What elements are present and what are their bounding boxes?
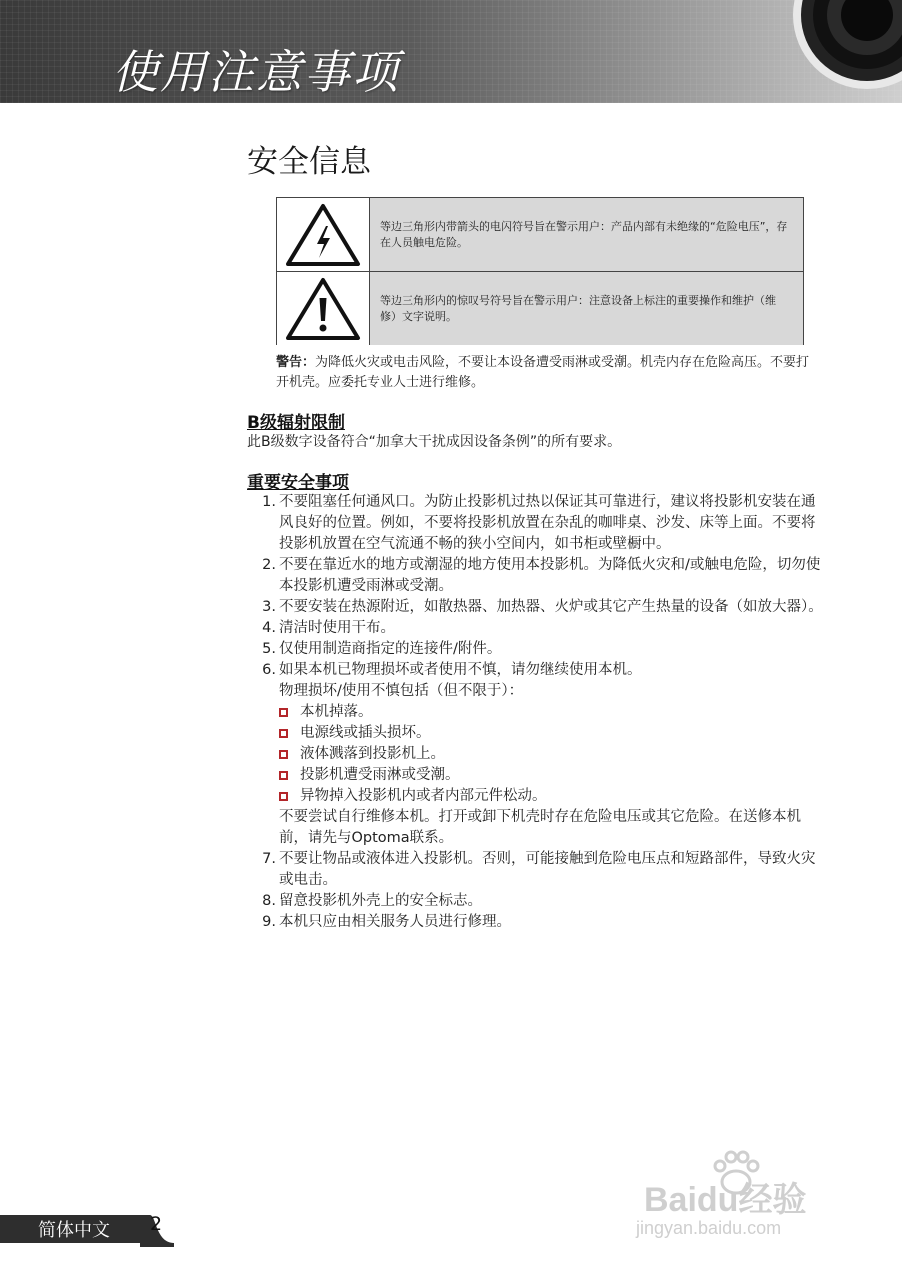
- square-bullet-icon: [279, 792, 288, 801]
- footer-language-tab: [0, 1215, 150, 1243]
- class-b-heading: B级辐射限制: [247, 413, 345, 433]
- safety-heading: 重要安全事项: [247, 473, 349, 493]
- square-bullet-icon: [279, 708, 288, 717]
- page-number: 2: [150, 1213, 163, 1235]
- list-item: 1. 不要阻塞任何通风口。为防止投影机过热以保证其可靠进行，建议将投影机安装在通风良好的位置。例如，不要将投影机放置在杂乱的咖啡桌、沙发、床等上面。不要将投影机放置在空气流通不畅的狭小空间内，如书柜或壁橱中。: [262, 494, 816, 552]
- list-item: 2. 不要在靠近水的地方或潮湿的地方使用本投影机。为降低火灾和/或触电危险，切勿使本投影机遭受雨淋或受潮。: [262, 557, 821, 594]
- warning-text: 等边三角形内带箭头的电闪符号旨在警示用户：产品内部有未绝缘的“危险电压”，存在人员触电危险。: [370, 198, 803, 271]
- header-banner: [0, 0, 902, 103]
- square-bullet-icon: [279, 750, 288, 759]
- baidu-watermark: [636, 1148, 856, 1248]
- list-item: 4. 清洁时使用干布。: [262, 620, 395, 636]
- list-subtext: 不要尝试自行维修本机。打开或卸下机壳时存在危险电压或其它危险。在送修本机前，请先与Optoma联系。: [279, 809, 801, 846]
- bullet-item: 投影机遭受雨淋或受潮。: [254, 765, 824, 786]
- warning-label: 警告：: [276, 355, 316, 370]
- warning-note: [276, 353, 821, 393]
- page-title: 使用注意事项: [112, 45, 400, 99]
- square-bullet-icon: [279, 729, 288, 738]
- warning-text: 为降低火灾或电击风险，不要让本设备遭受雨淋或受潮。机壳内存在危险高压。不要打开机壳。应委托专业人士进行维修。: [276, 355, 810, 390]
- bullet-item: 电源线或插头损坏。: [254, 723, 824, 744]
- bullet-item: 液体溅落到投影机上。: [254, 744, 824, 765]
- exclamation-warning-icon: [285, 276, 361, 342]
- footer-language: 简体中文: [38, 1220, 110, 1241]
- list-item: 6. 如果本机已物理损坏或者使用不慎，请勿继续使用本机。: [262, 662, 642, 678]
- bullet-item: 本机掉落。: [254, 702, 824, 723]
- list-subtext: 物理损坏/使用不慎包括（但不限于）：: [279, 683, 524, 699]
- square-bullet-icon: [279, 771, 288, 780]
- watermark-url: jingyan.baidu.com: [636, 1218, 782, 1238]
- warning-row: [277, 198, 803, 272]
- class-b-text: 此B级数字设备符合“加拿大干扰成因设备条例”的所有要求。: [247, 434, 622, 450]
- bullet-item: 异物掉入投影机内或者内部元件松动。: [254, 786, 824, 807]
- list-item: 5. 仅使用制造商指定的连接件/附件。: [262, 641, 502, 657]
- warning-text: 等边三角形内的惊叹号符号旨在警示用户：注意设备上标注的重要操作和维护（维修）文字说明。: [370, 272, 803, 345]
- section-title: 安全信息: [247, 144, 371, 180]
- watermark-logo: Baidu经验: [644, 1181, 807, 1219]
- list-item: 3. 不要安装在热源附近，如散热器、加热器、火炉或其它产生热量的设备（如放大器）。: [262, 599, 823, 615]
- warning-row: [277, 272, 803, 345]
- list-item: 7. 不要让物品或液体进入投影机。否则，可能接触到危险电压点和短路部件，导致火灾或电击。: [262, 851, 816, 888]
- lightning-warning-icon: [285, 202, 361, 268]
- list-item: 9. 本机只应由相关服务人员进行修理。: [262, 914, 511, 930]
- projector-lens-icon: [792, 0, 902, 90]
- list-item: 8. 留意投影机外壳上的安全标志。: [262, 893, 482, 909]
- warning-symbols-table: [276, 197, 804, 345]
- safety-list: [254, 492, 824, 933]
